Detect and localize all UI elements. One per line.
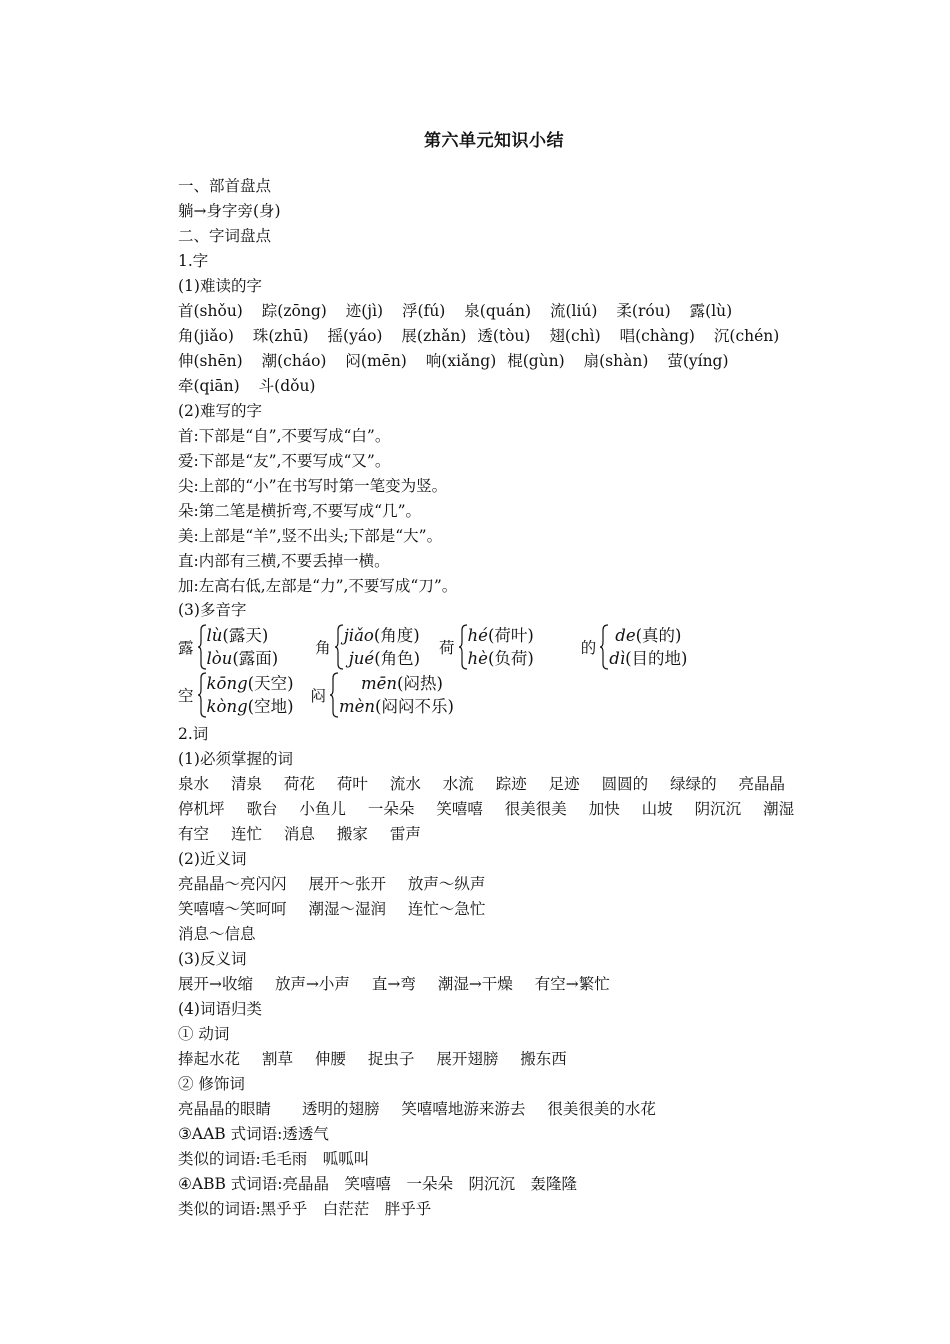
word-item: 停机坪: [178, 800, 225, 818]
section-heading-words: 二、字词盘点: [178, 227, 272, 245]
classify-heading: (4)词语归类: [178, 1000, 262, 1018]
difficult-write-line: 朵:第二笔是横折弯,不要写成“几”。: [178, 502, 421, 520]
antonym-pair: 展开→收缩: [178, 975, 253, 993]
word-item: 连忙: [230, 825, 262, 843]
word-item: 足迹: [548, 775, 580, 793]
pinyin: lù: [206, 626, 223, 645]
pinyin-item: 翅(chì): [549, 327, 601, 345]
pinyin-item: 柔(róu): [616, 302, 671, 320]
difficult-write-line: 直:内部有三横,不要丢掉一横。: [178, 552, 390, 570]
polyphone-row: [178, 624, 687, 670]
word-item: 笑嘻嘻: [436, 800, 483, 818]
pinyin: kòng: [206, 697, 248, 716]
word-item: 绿绿的: [670, 775, 717, 793]
word-item: 小鱼儿: [299, 800, 346, 818]
verb-item: 搬东西: [520, 1050, 567, 1068]
word-item: 歌台: [246, 800, 278, 818]
word-item: 很美很美: [504, 800, 567, 818]
word-item: 雷声: [389, 825, 421, 843]
pinyin-item: 浮(fú): [402, 302, 446, 320]
pinyin-item: 闷(mēn): [345, 352, 407, 370]
word-item: 清泉: [230, 775, 262, 793]
antonym-pair: 直→弯: [371, 975, 416, 993]
abb-similar: 类似的词语:黑乎乎 白茫茫 胖乎乎: [178, 1200, 432, 1218]
synonym-pair: 笑嘻嘻～笑呵呵: [178, 900, 287, 918]
polyphone-char: 空: [178, 687, 194, 705]
brace-icon: [197, 672, 207, 718]
polyphone-entry: [581, 624, 688, 670]
pinyin-item: 斗(dǒu): [258, 377, 316, 395]
example-word: (闷闷不乐): [375, 697, 454, 716]
difficult-write-line: 爱:下部是“友”,不要写成“又”。: [178, 452, 391, 470]
brace-icon: [334, 624, 344, 670]
example-word: (露天): [222, 626, 269, 645]
polyphone-entry: [315, 624, 420, 670]
example-word: (天空): [247, 674, 294, 693]
synonym-row: [178, 872, 502, 897]
pinyin-item: 伸(shēn): [178, 352, 243, 370]
word-item: 有空: [178, 825, 210, 843]
pinyin-item: 摇(yáo): [327, 327, 383, 345]
pinyin-item: 首(shǒu): [178, 302, 243, 320]
verb-item: 伸腰: [314, 1050, 346, 1068]
difficult-write-line: 尖:上部的“小”在书写时第一笔变为竖。: [178, 477, 448, 495]
verb-item: 捉虫子: [367, 1050, 415, 1068]
synonym-pair: 放声～纵声: [407, 875, 486, 893]
verb-item: 捧起水花: [178, 1050, 241, 1068]
polyphone-row: [178, 672, 454, 718]
modifier-item: 亮晶晶的眼睛: [178, 1100, 272, 1118]
verb-item: 割草: [261, 1050, 293, 1068]
word-item: 荷叶: [336, 775, 368, 793]
word-row: [178, 772, 802, 797]
example-word: (荷叶): [487, 626, 534, 645]
radical-content: 躺→身字旁(身): [178, 202, 281, 220]
word-item: 踪迹: [495, 775, 527, 793]
difficult-write-line: 美:上部是“羊”,竖不出头;下部是“大”。: [178, 527, 443, 545]
word-row: [178, 822, 438, 847]
modifier-heading: ② 修饰词: [178, 1075, 245, 1093]
word-item: 亮晶晶: [738, 775, 786, 793]
brace-icon: [197, 624, 207, 670]
difficult-write-line: 加:左高右低,左部是“力”,不要写成“刀”。: [178, 577, 458, 595]
synonym-pair: 潮湿～湿润: [308, 900, 386, 918]
word-item: 流水: [389, 775, 421, 793]
polyphone-char: 荷: [439, 639, 455, 657]
modifier-item: 透明的翅膀: [301, 1100, 380, 1118]
pinyin: kōng: [206, 674, 248, 693]
polyphone-entry: [178, 672, 294, 718]
brace-icon: [329, 672, 339, 718]
brace-icon: [458, 624, 468, 670]
section-heading-radicals: 一、部首盘点: [178, 177, 272, 195]
example-word: (闷热): [397, 674, 443, 693]
word-item: 圆圆的: [601, 775, 649, 793]
antonym-row: [178, 972, 627, 997]
pinyin: jué: [348, 649, 375, 668]
synonym-pair: 亮晶晶～亮闪闪: [178, 875, 287, 893]
pinyin: hè: [467, 649, 488, 668]
pinyin-item: 响(xiǎng): [425, 352, 497, 370]
word-item: 潮湿: [763, 800, 795, 818]
example-word: (负荷): [487, 649, 534, 668]
example-word: (空地): [247, 697, 294, 716]
pinyin-item: 展(zhǎn): [401, 327, 467, 345]
example-word: (目的地): [625, 649, 688, 668]
polyphone-char: 角: [315, 639, 331, 657]
modifier-row: [178, 1097, 673, 1122]
antonym-pair: 有空→繁忙: [534, 975, 610, 993]
difficult-read-row: [178, 374, 329, 399]
pinyin-item: 露(lù): [689, 302, 733, 320]
polyphone-heading: (3)多音字: [178, 601, 247, 619]
pinyin-item: 棍(gùn): [507, 352, 565, 370]
modifier-item: 笑嘻嘻地游来游去: [401, 1100, 526, 1118]
word-item: 荷花: [283, 775, 315, 793]
page-title: 第六单元知识小结: [424, 131, 564, 151]
pinyin-item: 潮(cháo): [261, 352, 327, 370]
polyphone-entry: [178, 624, 278, 670]
difficult-write-heading: (2)难写的字: [178, 402, 262, 420]
pinyin: de: [615, 626, 636, 645]
polyphone-char: 的: [580, 639, 597, 657]
difficult-read-row: [178, 299, 746, 324]
pinyin-item: 踪(zōng): [261, 302, 327, 320]
pinyin: hé: [467, 626, 488, 645]
polyphone-char: 露: [178, 639, 194, 657]
pinyin-item: 流(liú): [549, 302, 598, 320]
difficult-write-line: 首:下部是“自”,不要写成“白”。: [178, 427, 391, 445]
word-item: 水流: [442, 775, 474, 793]
word-item: 加快: [588, 800, 620, 818]
pinyin: jiǎo: [343, 626, 374, 645]
example-word: (角度): [373, 626, 420, 645]
verb-row: [178, 1047, 584, 1072]
word-item: 消息: [283, 825, 315, 843]
synonym-row: [178, 897, 502, 922]
word-item: 阴沉沉: [694, 800, 742, 818]
synonym-row: [178, 922, 273, 947]
example-word: (角色): [374, 649, 421, 668]
word-item: 一朵朵: [367, 800, 415, 818]
pinyin-item: 沉(chén): [713, 327, 780, 345]
word-item: 搬家: [336, 825, 368, 843]
antonym-pair: 潮湿→干燥: [437, 975, 513, 993]
pinyin: lòu: [206, 649, 233, 668]
verb-heading: ① 动词: [178, 1025, 230, 1043]
subheading-words: 2.词: [178, 725, 209, 743]
aab-similar: 类似的词语:毛毛雨 呱呱叫: [178, 1150, 370, 1168]
pinyin: dì: [609, 649, 626, 668]
pinyin-item: 泉(quán): [464, 302, 532, 320]
antonym-pair: 放声→小声: [274, 975, 350, 993]
subheading-characters: 1.字: [178, 252, 209, 270]
aab-words: ③AAB 式词语:透透气: [178, 1125, 329, 1143]
antonyms-heading: (3)反义词: [178, 950, 247, 968]
example-word: (真的): [635, 626, 682, 645]
pinyin: mèn: [338, 697, 376, 716]
brace-icon: [599, 624, 609, 670]
word-item: 山坡: [641, 800, 673, 818]
polyphone-char: 闷: [310, 687, 326, 705]
polyphone-entry: [310, 672, 453, 718]
pinyin-item: 珠(zhū): [252, 327, 309, 345]
pinyin-item: 扇(shàn): [583, 352, 649, 370]
synonym-pair: 消息～信息: [178, 925, 256, 943]
pinyin-item: 透(tòu): [477, 327, 531, 345]
difficult-read-row: [178, 349, 743, 374]
polyphone-entry: [439, 624, 534, 670]
modifier-item: 很美很美的水花: [547, 1100, 656, 1118]
verb-item: 展开翅膀: [436, 1050, 499, 1068]
pinyin-item: 唱(chàng): [619, 327, 695, 345]
pinyin-item: 萤(yíng): [667, 352, 729, 370]
pinyin: mēn: [360, 674, 398, 693]
difficult-read-row: [178, 324, 793, 349]
difficult-read-heading: (1)难读的字: [178, 277, 262, 295]
word-item: 泉水: [178, 775, 210, 793]
example-word: (露面): [232, 649, 279, 668]
synonym-pair: 展开～张开: [308, 875, 386, 893]
synonyms-heading: (2)近义词: [178, 850, 247, 868]
pinyin-item: 迹(jì): [345, 302, 384, 320]
pinyin-item: 牵(qiān): [178, 377, 240, 395]
must-master-heading: (1)必须掌握的词: [178, 750, 293, 768]
abb-words: ④ABB 式词语:亮晶晶 笑嘻嘻 一朵朵 阴沉沉 轰隆隆: [178, 1175, 578, 1193]
synonym-pair: 连忙～急忙: [407, 900, 486, 918]
word-row: [178, 797, 811, 822]
pinyin-item: 角(jiǎo): [178, 327, 234, 345]
